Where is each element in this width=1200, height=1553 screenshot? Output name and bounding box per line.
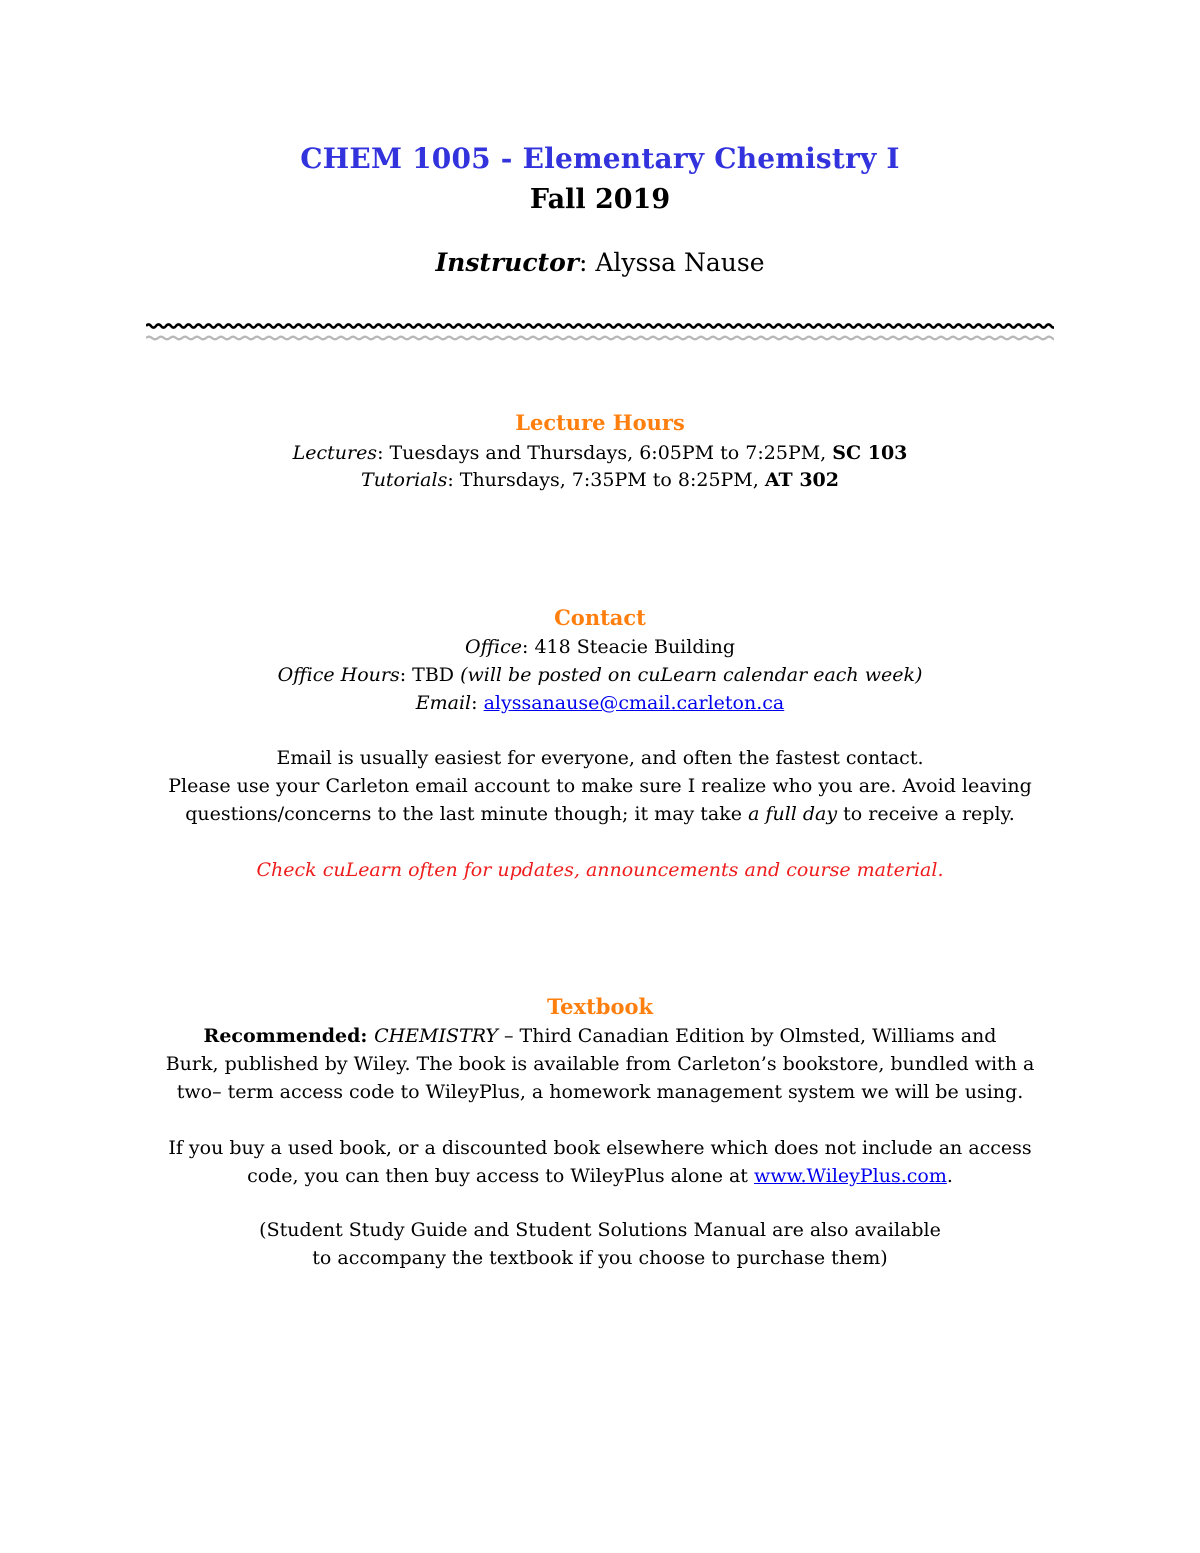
office-hours-label: Office Hours: [277, 664, 400, 686]
textbook-title: CHEMISTRY: [374, 1025, 498, 1047]
office-hours-line: [0, 661, 1200, 689]
study-guide-line1: (Student Study Guide and Student Solutions Manual are also available: [259, 1219, 941, 1241]
email-label: Email: [415, 692, 472, 714]
tutorials-label: Tutorials: [361, 469, 448, 491]
email-paragraph-line3-end: to receive a reply.: [837, 803, 1015, 825]
instructor-label: Instructor: [435, 248, 579, 277]
course-term: Fall 2019: [529, 184, 671, 215]
textbook-line2: Burk, published by Wiley. The book is available from Carleton’s bookstore, bundled with a: [165, 1053, 1035, 1075]
tutorials-line: [0, 466, 1200, 494]
used-book-line2: [140, 1162, 1060, 1190]
lectures-label: Lectures: [292, 442, 378, 464]
study-guide-line2: to accompany the textbook if you choose to purchase them): [312, 1247, 888, 1269]
lectures-line: [0, 439, 1200, 467]
lectures-text: : Tuesdays and Thursdays, 6:05PM to 7:25PM,: [377, 442, 833, 464]
full-day-emphasis: a full day: [748, 803, 838, 825]
instructor-name: : Alyssa Nause: [578, 248, 765, 277]
wavy-divider: [146, 318, 1054, 344]
office-line: [0, 633, 1200, 661]
recommended-label: Recommended:: [203, 1025, 375, 1047]
office-value: : 418 Steacie Building: [522, 636, 735, 658]
lecture-hours-heading: Lecture Hours: [515, 410, 685, 435]
email-sep: :: [471, 692, 484, 714]
email-link[interactable]: alyssanause@cmail.carleton.ca: [483, 692, 785, 714]
course-title: CHEM 1005 - Elementary Chemistry I: [300, 142, 900, 175]
textbook-heading: Textbook: [546, 994, 654, 1019]
study-guide-paragraph: [140, 1216, 1060, 1272]
email-paragraph-line2: Please use your Carleton email account to make sure I realize who you are. Avoid leaving: [168, 775, 1032, 797]
tutorials-room: AT 302: [764, 469, 839, 491]
email-line: [0, 689, 1200, 717]
wileyplus-link[interactable]: www.WileyPlus.com: [753, 1165, 947, 1187]
used-book-paragraph: [140, 1134, 1060, 1190]
email-paragraph-line3-start: questions/concerns to the last minute though; it may take: [185, 803, 749, 825]
used-book-line2-end: .: [946, 1165, 953, 1187]
email-paragraph-line1: Email is usually easiest for everyone, and often the fastest contact.: [276, 747, 924, 769]
tutorials-text: : Thursdays, 7:35PM to 8:25PM,: [447, 469, 765, 491]
email-paragraph: [140, 744, 1060, 828]
textbook-line3: two– term access code to WileyPlus, a homework management system we will be using.: [176, 1081, 1024, 1103]
office-label: Office: [465, 636, 523, 658]
contact-heading: Contact: [554, 605, 646, 630]
lectures-room: SC 103: [832, 442, 908, 464]
textbook-recommended: [140, 1022, 1060, 1106]
textbook-line1: [140, 1022, 1060, 1050]
textbook-line1-rest: – Third Canadian Edition by Olmsted, Williams and: [497, 1025, 997, 1047]
instructor-line: [0, 248, 1200, 277]
culearn-notice: Check cuLearn often for updates, announcements and course material.: [256, 859, 944, 881]
used-book-line2-start: code, you can then buy access to WileyPlus alone at: [247, 1165, 754, 1187]
office-hours-note: (will be posted on cuLearn calendar each week): [460, 664, 923, 686]
office-hours-value: : TBD: [399, 664, 461, 686]
email-paragraph-line3: [140, 800, 1060, 828]
used-book-line1: If you buy a used book, or a discounted book elsewhere which does not include an access: [168, 1137, 1032, 1159]
